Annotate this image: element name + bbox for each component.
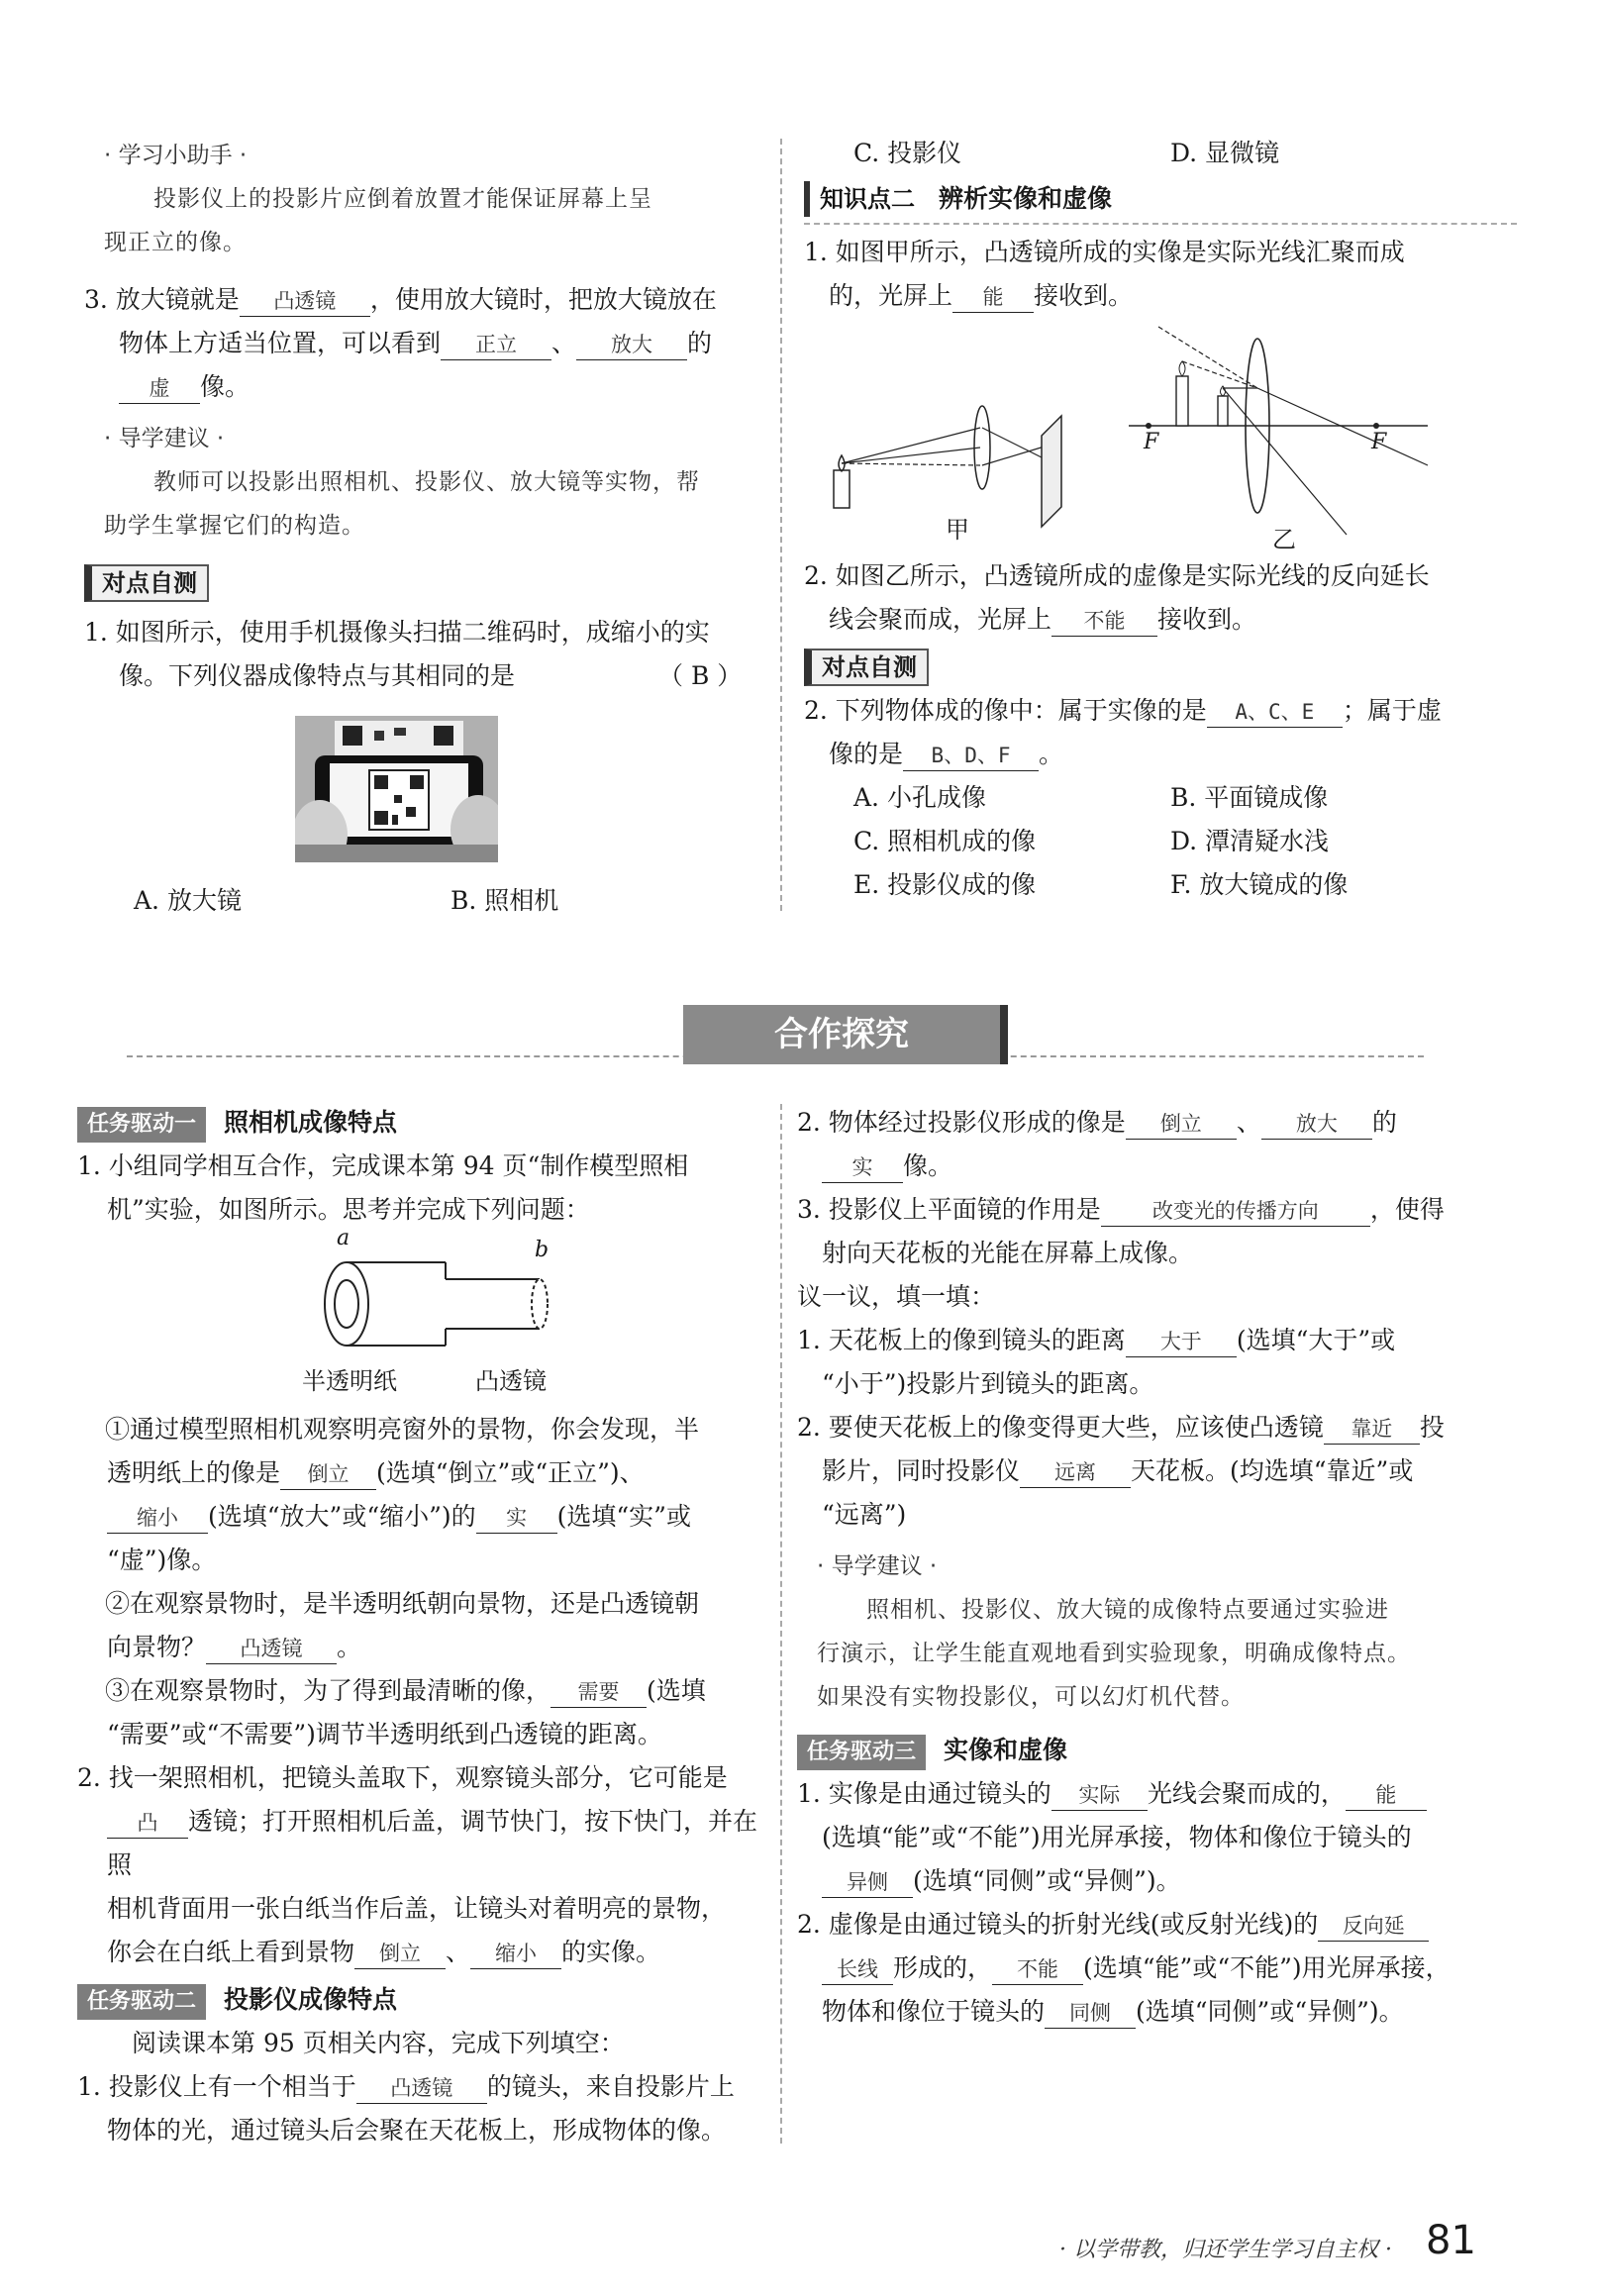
footer-motto: · 以学带教，归还学生学习自主权 · bbox=[1059, 2238, 1392, 2262]
discuss-heading: 议一议，填一填： bbox=[797, 1282, 996, 1311]
blank-closer[interactable]: 靠近 bbox=[1324, 1414, 1420, 1445]
blank-upright[interactable]: 正立 bbox=[441, 330, 551, 360]
blank-virtual-cannot[interactable]: 不能 bbox=[992, 1954, 1083, 1985]
fig-label-f1: F bbox=[1144, 430, 1159, 454]
opt-plane-mirror[interactable]: B. 平面镜成像 bbox=[1170, 783, 1329, 812]
tip3-title: · 导学建议 · bbox=[817, 1553, 938, 1579]
question-1: 1. 如图所示，使用手机摄像头扫描二维码时，成缩小的实 bbox=[84, 618, 710, 647]
task-1-tag: 任务驱动一 bbox=[77, 1107, 206, 1143]
self-test-tag: 对点自测 bbox=[84, 564, 209, 602]
reading-instruction: 阅读课本第 95 页相关内容，完成下列填空： bbox=[132, 2029, 625, 2057]
blank-greater[interactable]: 大于 bbox=[1126, 1327, 1237, 1357]
left-bottom-column: 任务驱动一 照相机成像特点 1. 小组同学相互合作，完成课本第 94 页“制作模型照相 机”实验，如图所示。思考并完成下列问题： bbox=[77, 1101, 770, 1232]
opt-pinhole[interactable]: A. 小孔成像 bbox=[853, 783, 986, 812]
blank-inverted[interactable]: 倒立 bbox=[280, 1459, 376, 1490]
fig-label-yi: 乙 bbox=[1272, 526, 1296, 553]
sub-question-2: ②在观察景物时，是半透明纸朝向景物，还是凸透镜朝 bbox=[105, 1589, 700, 1618]
knowledge-point-2-title: 辨析实像和虚像 bbox=[939, 184, 1113, 213]
option-d[interactable]: D. 显微镜 bbox=[1170, 139, 1280, 167]
phone-qr-icon bbox=[295, 716, 498, 862]
blank-reduced[interactable]: 缩小 bbox=[107, 1503, 208, 1534]
blank-virtual-images[interactable]: B、D、F bbox=[903, 741, 1039, 771]
tip1-line1: 投影仪上的投影片应倒着放置才能保证屏幕上呈 bbox=[153, 186, 652, 212]
fig-label-b: b bbox=[535, 1238, 550, 1262]
blank-real[interactable]: 实 bbox=[476, 1503, 557, 1534]
opt-camera[interactable]: C. 照相机成的像 bbox=[853, 827, 1037, 855]
task-2-tag: 任务驱动二 bbox=[77, 1984, 206, 2020]
blank-mirror-role[interactable]: 改变光的传播方向 bbox=[1101, 1196, 1370, 1227]
answer-b: （ B ） bbox=[658, 661, 743, 690]
fig-label-f2: F bbox=[1371, 430, 1387, 454]
task1-question-2: 2. 找一架照相机，把镜头盖取下，观察镜头部分，它可能是 bbox=[77, 1763, 728, 1792]
blank-proj-inverted[interactable]: 倒立 bbox=[1126, 1109, 1237, 1140]
task-3-title: 实像和虚像 bbox=[944, 1736, 1068, 1764]
page-number: 81 bbox=[1426, 2218, 1476, 2263]
tip2-title: · 导学建议 · bbox=[104, 426, 225, 451]
tip2-line2: 助学生掌握它们的构造。 bbox=[104, 513, 365, 539]
right-top-column: C. 投影仪 D. 显微镜 知识点二 辨析实像和虚像 1. 如图甲所示，凸透镜所成的实像是实际光线汇聚而成 的，光屏上 能 接收到。 bbox=[804, 132, 1517, 318]
blank-same-side[interactable]: 同侧 bbox=[1045, 1998, 1136, 2029]
opt-magnifier[interactable]: F. 放大镜成的像 bbox=[1170, 870, 1349, 899]
task-1-title: 照相机成像特点 bbox=[224, 1108, 398, 1137]
blank-convex[interactable]: 凸透镜 bbox=[240, 286, 370, 317]
option-c[interactable]: C. 投影仪 bbox=[853, 139, 962, 167]
blank-cannot[interactable]: 不能 bbox=[1051, 606, 1157, 637]
kp2-question-2: 2. 如图乙所示，凸透镜所成的虚像是实际光线的反向延长 bbox=[804, 561, 1430, 590]
phone-qr-photo bbox=[295, 716, 498, 862]
column-divider-top bbox=[780, 139, 782, 911]
right-bottom-column: 2. 物体经过投影仪形成的像是 倒立 、 放大 的 实 像。 3. 投影仪上平面镜的作用是 改变光的传播方向 ，使得 射向天花板的光能在屏幕上成像。 议一议，填一填： 1. 天花板上的像到镜头的距离 大于 (选填“大于”或 “小于”)投影片到镜头的距离。 2. 要使天花板上的像变得更大些，应该使凸透镜 靠近 投 影片，同时投影仪 远离 天花板。(均选填“靠近”或 “远离”) · 导学建议 · 照相机、投影仪、放大镜的成像特点要通过实验进 行演示，让学生能直观地看到实验现象，明确成像特点。 如果没有实物投影仪，可以幻灯机代替。 任务驱动三 实像和虚像 1. 实像是由通过镜头的 实际 光线会聚而成的， 能 (选填“能”或“不能”)用光屏承接，物体和像位于镜头的 异侧 (选填“同侧”或“异侧”)。 2. 虚像是由通过镜头的折射光线(或反射光线)的 反向延 长线 形成的， 不能 (选填“能”或“不能”)用光屏承接， 物体和像位于镜头的 同侧 (选填“同侧”或“异侧”)。 bbox=[797, 1101, 1510, 2034]
blank-farther[interactable]: 远离 bbox=[1020, 1457, 1131, 1488]
blank-convex-3[interactable]: 凸透镜 bbox=[356, 2073, 487, 2104]
blank-reverse-ext[interactable]: 反向延 bbox=[1318, 1911, 1429, 1942]
task1-question-1: 1. 小组同学相互合作，完成课本第 94 页“制作模型照相 bbox=[77, 1151, 689, 1180]
fig-label-jia: 甲 bbox=[946, 516, 969, 544]
option-b[interactable]: B. 照相机 bbox=[450, 886, 559, 915]
column-divider-bottom bbox=[780, 1104, 782, 2144]
blank-real-can[interactable]: 能 bbox=[1346, 1780, 1427, 1811]
tip2-line1: 教师可以投影出照相机、投影仪、放大镜等实物，帮 bbox=[153, 469, 700, 495]
tip1-line2: 现正立的像。 bbox=[104, 230, 247, 255]
task-3-tag: 任务驱动三 bbox=[797, 1735, 926, 1770]
blank-opposite-side[interactable]: 异侧 bbox=[822, 1867, 913, 1898]
blank-virtual[interactable]: 虚 bbox=[119, 373, 200, 404]
option-a[interactable]: A. 放大镜 bbox=[134, 886, 242, 915]
blank-proj-real[interactable]: 实 bbox=[822, 1152, 903, 1183]
blank-convex-lens[interactable]: 凸 bbox=[107, 1808, 188, 1839]
camera-model-figure bbox=[317, 1249, 574, 1358]
blank-can[interactable]: 能 bbox=[952, 282, 1034, 313]
question-3: 3. 放大镜就是 凸透镜 ，使用放大镜时，把放大镜放在 bbox=[84, 278, 757, 322]
blank-magnified[interactable]: 放大 bbox=[576, 330, 687, 360]
sub-question-1: ①通过模型照相机观察明亮窗外的景物，你会发现，半 bbox=[105, 1415, 700, 1444]
left-top-column: · 学习小助手 · 投影仪上的投影片应倒着放置才能保证屏幕上呈 现正立的像。 3. 放大镜就是 凸透镜 ，使用放大镜时，把放大镜放在 物体上方适当位置，可以看到 正立 、 放大 的 虚 像。 · 导学建议 · 教师可以投影出照相机、投影仪、放大镜等实物，帮 助学生掌握它们的构造。 对点自测 1. 如图所示，使用手机摄像头扫描二维码时，成缩小的实 像。下列仪器成像特点与其相同的是 （ B ） bbox=[84, 134, 757, 698]
blank-line[interactable]: 长线 bbox=[822, 1954, 893, 1985]
blank-reduced-2[interactable]: 缩小 bbox=[470, 1939, 561, 1969]
self-test-tag-2: 对点自测 bbox=[804, 649, 929, 686]
kp2-question-1: 1. 如图甲所示，凸透镜所成的实像是实际光线汇聚而成 bbox=[804, 238, 1405, 266]
fig-label-paper: 半透明纸 bbox=[302, 1367, 397, 1395]
section-title: 合作探究 bbox=[683, 1005, 1008, 1064]
blank-inverted-2[interactable]: 倒立 bbox=[354, 1939, 446, 1969]
opt-water[interactable]: D. 潭清疑水浅 bbox=[1170, 827, 1330, 855]
blank-convex-faces[interactable]: 凸透镜 bbox=[206, 1634, 337, 1664]
blank-need[interactable]: 需要 bbox=[550, 1677, 647, 1708]
opt-projector[interactable]: E. 投影仪成的像 bbox=[853, 870, 1037, 899]
blank-actual[interactable]: 实际 bbox=[1051, 1780, 1148, 1811]
fig-label-lens: 凸透镜 bbox=[475, 1367, 547, 1395]
tip1-title: · 学习小助手 · bbox=[104, 143, 248, 168]
blank-proj-magnified[interactable]: 放大 bbox=[1261, 1109, 1372, 1140]
task-2-title: 投影仪成像特点 bbox=[224, 1985, 398, 2014]
lens-figures bbox=[822, 317, 1446, 545]
fig-label-a: a bbox=[337, 1226, 350, 1250]
knowledge-point-2-tag: 知识点二 bbox=[804, 181, 925, 217]
blank-real-images[interactable]: A、C、E bbox=[1207, 697, 1343, 728]
